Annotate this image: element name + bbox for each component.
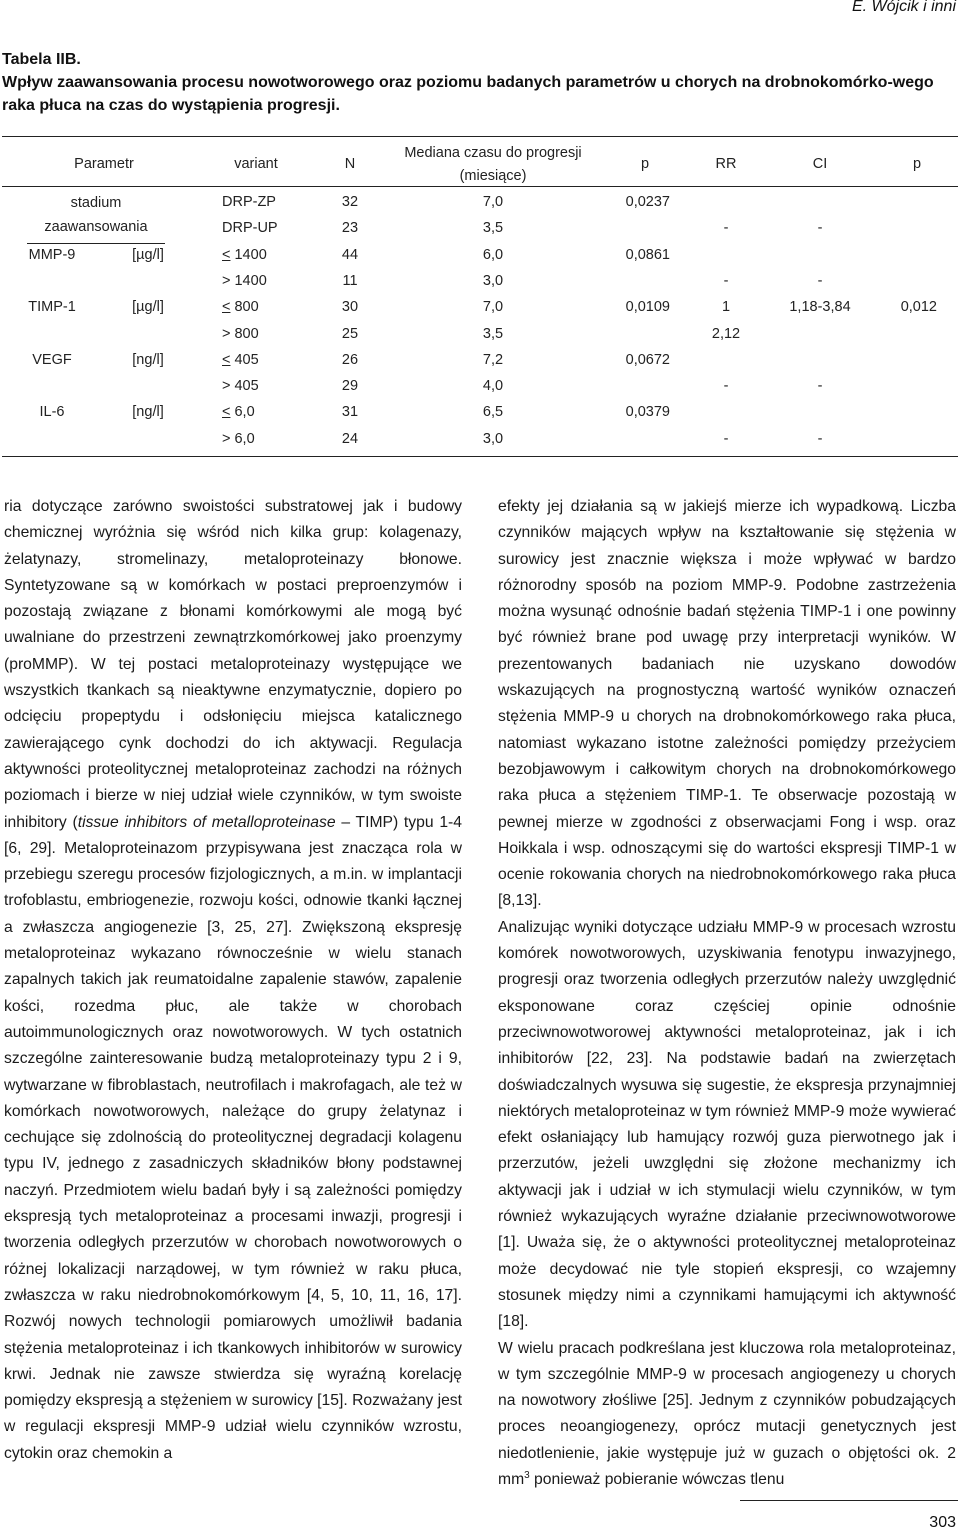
- table-header-rule: [2, 186, 958, 187]
- cell-n: 26: [341, 351, 359, 368]
- cell-ci: -: [817, 378, 823, 395]
- cell-median: 3,0: [482, 272, 504, 289]
- cell-median: 7,2: [482, 351, 504, 368]
- cell-n: 11: [342, 272, 358, 289]
- header-variant: variant: [234, 156, 278, 172]
- header-n: N: [344, 156, 356, 172]
- stage-label-1: stadium: [70, 195, 122, 211]
- cell-variant: > 800: [222, 325, 259, 342]
- cell-param: IL-6: [39, 404, 65, 421]
- left-paragraph-part-b: – TIMP) typu 1-4 [6, 29]. Metaloproteinazom przypisywana jest znacząca rola w przebiegu szeregu procesów fizjologicznych, a m.in. w implantacji trofoblastu, embriogenezie, rozwoju kości, odnowie tkanki łącznej a zwłaszcza angiogenezie [3, 25, 27]. Zwiększoną ekspresję metaloproteinaz wykazano równocześnie w wielu stanach zapalnych takich jak reumatoidalne zapalenie stawów, zapalenie kości, rozedma płuc, ale także w chorobach autoimmunologicznych oraz nowotworowych. W tych ostatnich szczególne zainteresowanie budzą metaloproteinazy typu 2 i 9, wytwarzane w fibroblastach, neutrofilach i makrofagach, ale też w komórkach nowotworowych, należące do grupy żelatynaz i cechujące się zdolnością do proteolitycznej degradacji kolagenu typu IV, jednego z zasadniczych składników błony podstawnej naczyń. Przedmiotem wielu badań były i są zależności pomiędzy ekspresją tych metaloproteinaz a procesami inwazji, progresji i tworzenia odległych przerzutów w chorobach nowotworowych o różnej lokalizacji narządowej, w tym również w raku płuca, zwłaszcza w raku niedrobnokomórkowym [4, 5, 10, 11, 16, 17]. Rozwój nowych technologii pomiarowych umożliwił badania stężenia metaloproteinaz i ich tkankowych inhibitorów w surowicy krwi. Jednak nie zawsze stwierdza się wyraźną korelację pomiędzy ekspresją a stężeniem w surowicy [15]. Rozważany jest w regulacji ekspresji MMP-9 udział wielu czynników wzrostu, cytokin oraz chemokin a: [4, 813, 462, 1462]
- superscript-3: 3: [524, 1469, 530, 1481]
- cell-rr: -: [723, 272, 729, 289]
- cell-unit: [ng/l]: [132, 404, 164, 421]
- caption-text: Wpływ zaawansowania procesu nowotworowego oraz poziomu badanych parametrów u chorych na drobnokomórko-wego raka płuca na czas do wystąpienia progresji.: [2, 74, 934, 114]
- header-ci: CI: [812, 156, 828, 172]
- cell-p: 0,0237: [625, 194, 670, 210]
- cell-rr: 1: [721, 299, 731, 316]
- running-head: E. Wójcik i inni: [851, 0, 956, 15]
- cell-median: 3,5: [482, 220, 504, 237]
- cell-variant: < 405: [222, 351, 259, 368]
- right-paragraph-1: efekty jej działania są w jakiejś mierze ich wypadkową. Liczba czynników mających wpływ na kształtowanie się stężenia w surowicy jest znacznie większa i może wpływać w bardzo różnorodny sposób na poziom MMP-9. Podobne zastrzeżenia można wysunąć odnośnie badań stężenia TIMP-1 i one powinny być również brane pod uwagę przy interpretacji wyników. W prezentowanych badaniach nie uzyskano dowodów wskazujących na prognostyczną wartość wyników oznaczeń stężenia MMP-9 u chorych na drobnokomórkowego raka płuca, natomiast wykazano istotne zależności pomiędzy przeżyciem bezobjawowym i całkowitym chorych na drobnokomórkowego raka płuca a stężeniem TIMP-1. Te obserwacje pozostają w pewnej mierze w zgodności z obserwacjami Fong i wsp. oraz Hoikkala i wsp. odnoszącymi się do wartości ekspresji TIMP-1 w ocenie rokowania chorych na niedrobnokomórkowego raka płuca [8,13].: [498, 498, 956, 910]
- footer-rule: [740, 1500, 958, 1501]
- cell-variant: > 1400: [222, 272, 267, 289]
- cell-ci: -: [817, 220, 823, 237]
- left-paragraph-part-a: ria dotyczące zarówno swoistości substratowej jak i budowy chemicznej wyróżnia się wśród nich kilka grup: kolagenazy, żelatynazy, stromelinazy, metaloproteinazy błonowe. Syntetyzowane są w komórkach w postaci preproenzymów i pozostają związane z błonami komórkowymi ale mogą być uwalniane do przestrzeni zewnątrzkomórkowej jako proenzymy (proMMP). W tej postaci metaloproteinazy występujące we wszystkich tkankach są nieaktywne enzymatycznie, dopiero po odcięciu propeptydu i odsłonięciu miejsca katalicznego zawierającego cynk dochodzi do ich aktywacji. Regulacja aktywności proteolitycznej metaloproteinaz zachodzi na różnych poziomach i bierze w niej udział wiele czynników, w tym swoiste inhibitory (: [4, 498, 462, 831]
- header-parametr: Parametr: [74, 156, 134, 172]
- cell-median: 6,0: [482, 246, 504, 263]
- cell-n: 24: [341, 430, 359, 447]
- table-bottom-rule: [2, 456, 958, 457]
- cell-variant: < 6,0: [222, 404, 255, 421]
- right-paragraph-3: [498, 1336, 956, 1494]
- cell-n: 25: [341, 325, 359, 342]
- cell-n: 31: [341, 404, 359, 421]
- cell-param: MMP-9: [28, 246, 76, 263]
- cell-median: 7,0: [482, 299, 504, 316]
- cell-rr: -: [723, 220, 729, 237]
- header-p2: p: [912, 156, 922, 172]
- cell-unit: [ng/l]: [132, 351, 164, 368]
- cell-ci: 1,18-3,84: [789, 299, 851, 316]
- cell-variant: < 1400: [222, 246, 267, 263]
- header-median-line2: (miesiące): [459, 168, 527, 184]
- cell-n: 32: [341, 194, 359, 210]
- cell-param: TIMP-1: [28, 299, 76, 316]
- page-number: 303: [929, 1514, 956, 1531]
- cell-n: 23: [341, 220, 359, 237]
- cell-median: 3,0: [482, 430, 504, 447]
- cell-median: 4,0: [482, 378, 504, 395]
- cell-variant: DRP-UP: [222, 220, 278, 237]
- cell-variant: > 6,0: [222, 430, 255, 447]
- right-paragraph-3-part-b: ponieważ pobieranie wówczas tlenu: [529, 1470, 785, 1488]
- header-median-line1: Mediana czasu do progresji: [404, 145, 582, 161]
- cell-p: 0,0861: [625, 246, 670, 263]
- stage-underline: [27, 243, 165, 244]
- cell-ci: -: [817, 272, 823, 289]
- cell-rr: -: [723, 378, 729, 395]
- cell-variant: < 800: [222, 299, 259, 316]
- header-rr: RR: [715, 156, 737, 172]
- left-paragraph: [4, 494, 462, 1467]
- left-paragraph-italic: tissue inhibitors of metalloproteinase: [77, 813, 336, 831]
- cell-variant: > 405: [222, 378, 259, 395]
- cell-p: 0,0379: [625, 404, 670, 421]
- cell-p: 0,0109: [625, 299, 670, 316]
- cell-p: 0,0672: [625, 351, 670, 368]
- cell-ci: -: [817, 430, 823, 447]
- cell-n: 29: [341, 378, 359, 395]
- cell-median: 3,5: [482, 325, 504, 342]
- cell-n: 44: [341, 246, 359, 263]
- right-text-column: [498, 494, 956, 1493]
- cell-median: 7,0: [482, 194, 504, 210]
- cell-rr: 2,12: [711, 325, 741, 342]
- cell-median: 6,5: [482, 404, 504, 421]
- table-top-rule: [2, 136, 958, 137]
- right-paragraph-2: Analizując wyniki dotyczące udziału MMP-9 w procesach wzrostu komórek nowotworowych, uzyskiwania fenotypu inwazyjnego, progresji oraz tworzenia odległych przerzutów należy uwzględnić eksponowane coraz częściej opinie odnośnie przeciwnowotworowej aktywności metaloproteinaz, jak i ich inhibitorów [22, 23]. Na podstawie badań na zwierzętach doświadczalnych wysuwa się sugestie, że ekspresja przynajmniej niektórych metaloproteinaz w tym również MMP-9 może wywierać efekt osłaniający lub hamujący rozwój guza pierwotnego jak i przerzutów, jeżeli uwzględni się złożone mechanizmy ich aktywacji jak i udział w ich stymulacji wielu czynników, w tym również wykazujących wyraźne działanie przeciwnowotworowe [1]. Uważa się, że o aktywności proteolitycznej metaloproteinaz może decydować nie tyle stopień ekspresji, co wzajemny stosunek między nimi a czynnikami hamującymi ich aktywność [18].: [498, 918, 956, 1331]
- cell-unit: [µg/l]: [132, 299, 164, 316]
- right-paragraph-3-part-a: W wielu pracach podkreślana jest kluczowa rola metaloproteinaz, w tym szczególnie MMP-9 w procesach angiogenezy u chorych na nowotwory złośliwe [25]. Jednym z czynników pobudzających proces neoangiogenezy, oprócz mutacji genetycznych jest niedotlenienie, jakie występuje już w guzach o objętości ok. 2 mm: [498, 1339, 956, 1488]
- left-text-column: [4, 494, 462, 1467]
- header-p: p: [640, 156, 650, 172]
- stage-label-2: zaawansowania: [44, 219, 148, 235]
- cell-n: 30: [341, 299, 359, 316]
- table-caption: [2, 48, 957, 117]
- cell-variant: DRP-ZP: [222, 194, 276, 210]
- cell-unit: [µg/l]: [132, 246, 164, 263]
- cell-rr: -: [723, 430, 729, 447]
- caption-label: Tabela IIB.: [2, 51, 81, 68]
- cell-p2: 0,012: [900, 299, 937, 316]
- results-table: [0, 136, 960, 466]
- cell-param: VEGF: [32, 351, 72, 368]
